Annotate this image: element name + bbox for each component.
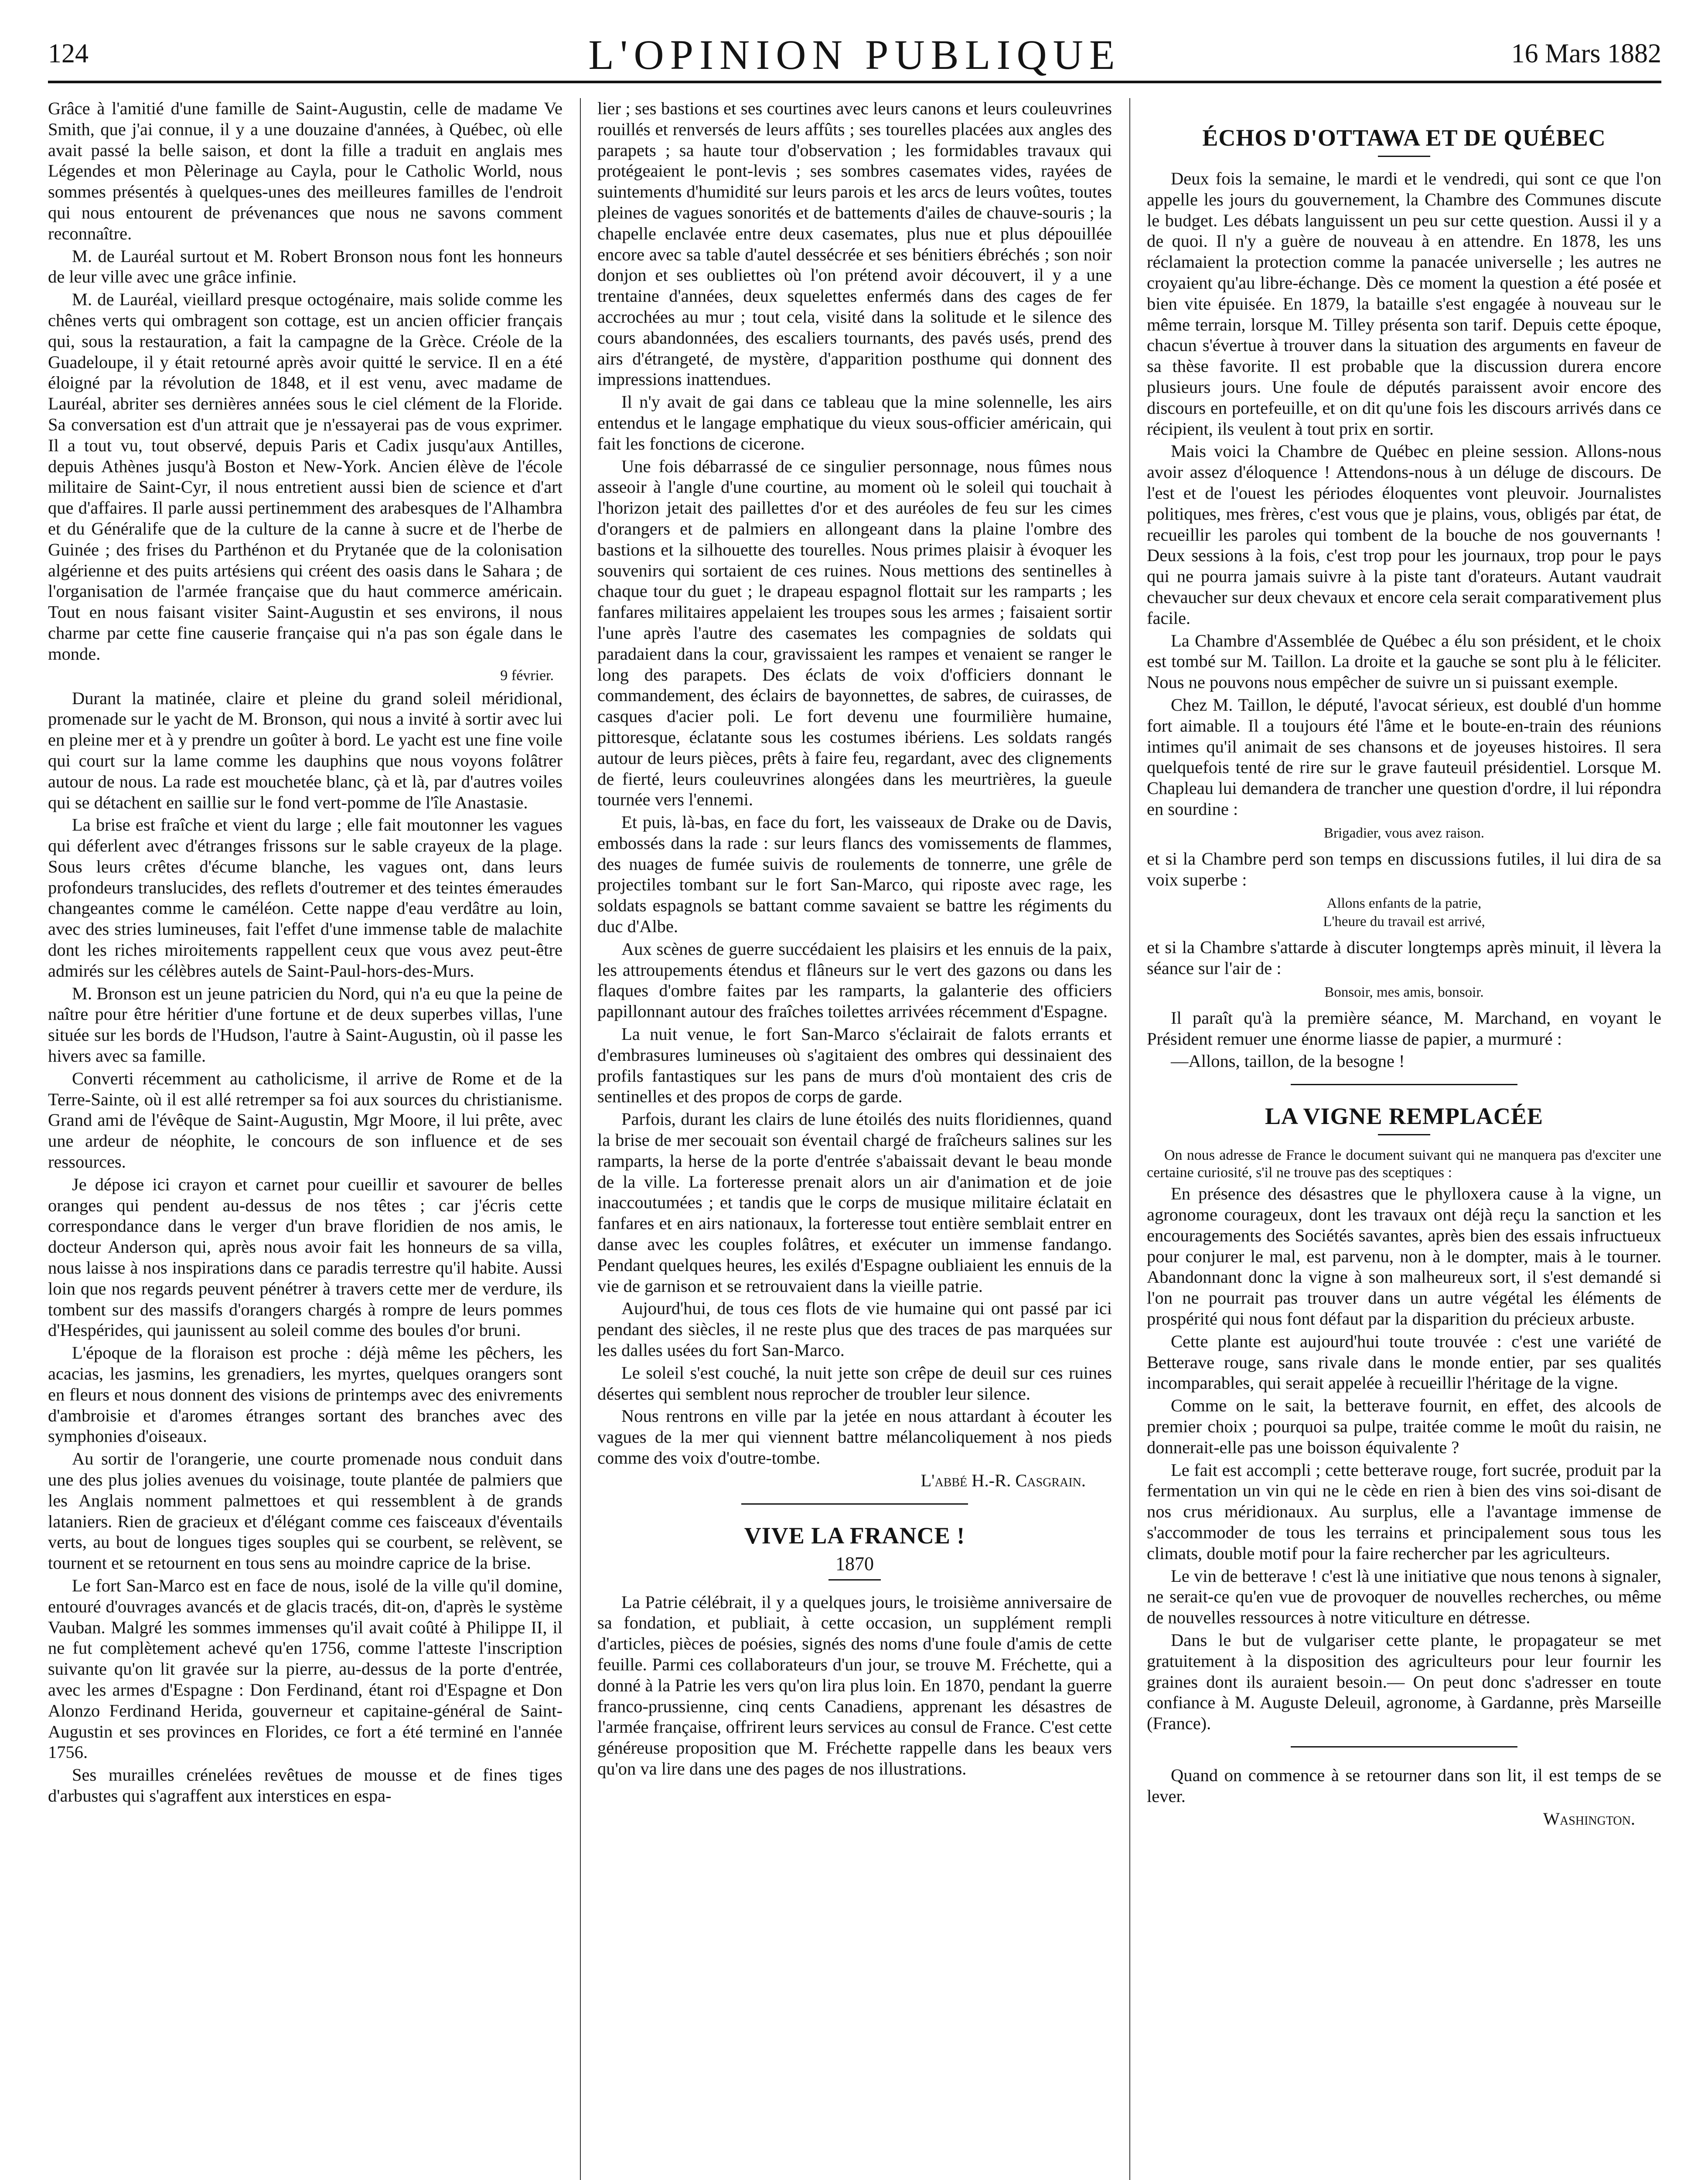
- issue-date: 16 Mars 1882: [1511, 39, 1661, 68]
- column-divider: [1129, 98, 1130, 2180]
- paragraph: Cette plante est aujourd'hui toute trouvée : c'est une variété de Betterave rouge, sans rivale dans le monde entier, par ses qualités incomparables, qui serait appelée à recueillir l'héritage de la vigne.: [1147, 1331, 1661, 1393]
- paragraph: L'époque de la floraison est proche : déjà même les pêchers, les acacias, les jasmins, les grenadiers, les myrtes, quelques orangers sont en fleurs et nous donnent des visions de printemps avec des enivrements d'ambroisie et d'aromes étranges sortant des branches avec des symphonies d'oiseaux.: [48, 1343, 563, 1446]
- verse-line: Allons enfants de la patrie,: [1326, 896, 1482, 912]
- paragraph: La Patrie célébrait, il y a quelques jours, le troisième anniversaire de sa fondation, et publiait, à cette occasion, un supplément rempli d'articles, pièces de poésies, signés des noms d'une foule d'amis de cette feuille. Parmi ces collaborateurs d'un jour, se trouve M. Fréchette, qui a donné à la Patrie les vers qu'on lira plus loin. En 1870, pendant la guerre franco-prussienne, cinq cents Canadiens, apprenant les désastres de l'armée française, offrirent leurs services au consul de France. C'est cette généreuse proposition que M. Fréchette rappelle dans les beaux vers qu'on va lire dans une des pages de nos illustrations.: [597, 1592, 1112, 1778]
- header-rule: [48, 81, 1661, 83]
- column-2: [597, 98, 1112, 2180]
- quote-author: Washington.: [1543, 1809, 1635, 1829]
- newspaper-title: L'OPINION PUBLIQUE: [588, 31, 1121, 78]
- paragraph: Grâce à l'amitié d'une famille de Saint-Augustin, celle de madame Ve Smith, que j'ai connue, il y a une douzaine d'années, à Québec, où elle avait passé la belle saison, et dont la fille a traduit en anglais mes Légendes et mon Pèlerinage au Cayla, pour le Catholic World, nous sommes présentés à quelques-unes des meilleures familles de l'endroit qui nous entourent de prévenances que nous ne savons comment reconnaître.: [48, 99, 563, 243]
- verse-line: L'heure du travail est arrivé,: [1323, 914, 1485, 930]
- paragraph: Je dépose ici crayon et carnet pour cueillir et savourer de belles oranges qui pendent au-dessus de nos têtes ; car j'écris cette correspondance dans le verger d'un brave floridien de nos amis, le docteur Anderson qui, après nous avoir fait les honneurs de sa villa, nous laisse à nos inspirations dans ce paradis terrestre qu'il habite. Aussi loin que nos regards peuvent pénétrer à travers cette mer de verdure, ils tombent sur des massifs d'orangers chargés à rompre de leurs pommes d'Hespérides, qui jaunissent au soleil comme des boules d'or bruni.: [48, 1174, 563, 1340]
- quote-text: Quand on commence à se retourner dans son lit, il est temps de se lever.: [1147, 1765, 1661, 1806]
- section-title-vive-la-france: VIVE LA FRANCE !: [744, 1522, 965, 1549]
- date-line: 9 février.: [500, 667, 554, 684]
- paragraph: Aux scènes de guerre succédaient les plaisirs et les ennuis de la paix, les attroupements étendus et flâneurs sur le vert des gazons ou dans les flaques d'ombre faites par les ramparts, la galanterie des officiers papillonnant autour des fraîches toilettes arrivées récemment d'Espagne.: [597, 939, 1112, 1022]
- paragraph: M. Bronson est un jeune patricien du Nord, qui n'a eu que la peine de naître pour être héritier d'une fortune et de deux superbes villas, l'une située sur les bords de l'Hudson, l'autre à Saint-Augustin, où il passe les hivers avec sa famille.: [48, 983, 563, 1066]
- column-3: [1147, 98, 1661, 2180]
- paragraph: Il n'y avait de gai dans ce tableau que la mine solennelle, les airs entendus et le langage emphatique du vieux sous-officier américain, qui fait les fonctions de cicerone.: [597, 392, 1112, 453]
- paragraph: —Allons, taillon, de la besogne !: [1171, 1051, 1405, 1071]
- title-rule: [1378, 1134, 1430, 1135]
- paragraph: M. de Lauréal, vieillard presque octogénaire, mais solide comme les chênes verts qui ombragent son cottage, est un ancien officier français qui, sous la restauration, a fait la campagne de la Grèce. Créole de la Guadeloupe, il y était retourné après avoir quitté le service. Il en a été éloigné par la révolution de 1848, et il est venu, avec madame de Lauréal, abriter ses dernières années sous le ciel clément de la Floride. Sa conversation est d'un attrait que je n'essayerai pas de vous exprimer. Il a tout vu, tout observé, depuis Paris et Cadix jusqu'aux Antilles, depuis Athènes jusqu'à Boston et New-York. Ancien élève de l'école militaire de Saint-Cyr, il nous entretient aussi bien de science et d'art que d'affaires. Il parle aussi pertinemment des arabesques de l'Alhambra et du Généralife que de la culture de la canne à sucre et de l'herbe de Guinée ; des frises du Parthénon et du Prytanée que de la colonisation algérienne et des puits artésiens qui créent des oasis dans le Sahara ; de l'organisation de l'armée française que du haut commerce américain. Tout en nous faisant visiter Saint-Augustin et ses environs, il nous charme par cette fine causerie française qui n'a pas son égale dans le monde.: [48, 290, 563, 664]
- paragraph: La brise est fraîche et vient du large ; elle fait moutonner les vagues qui déferlent avec d'étranges frissons sur le sable crayeux de la plage. Sous leurs crêtes d'écume blanche, les vagues ont, dans leurs profondeurs translucides, des reflets d'outremer et des teintes émeraudes changeantes comme le caméléon. Cette nappe d'eau verdâtre au loin, avec des stries lumineuses, fait l'effet d'une immense table de malachite dont les riches miroitements rappellent ceux que vous avez peut-être admirés sur les célèbres autels de Saint-Paul-hors-des-Murs.: [48, 815, 563, 981]
- paragraph: La Chambre d'Assemblée de Québec a élu son président, et le choix est tombé sur M. Taillon. La droite et la gauche se sont plu à le féliciter. Nous ne pouvons nous empêcher de suivre un si puissant exemple.: [1147, 630, 1661, 692]
- paragraph: lier ; ses bastions et ses courtines avec leurs canons et leurs couleuvrines rouillés et renversés de leurs affûts ; ses tourelles placées aux angles des parapets ; sa haute tour d'observation ; les formidables travaux qui protégeaient le pont-levis ; ses sombres casemates vides, rayées de suintements d'humidité sur leurs parois et les arcs de leurs voûtes, toutes pleines de vagues sonorités et de battements d'ailes de chauve-souris ; la chapelle enclavée entre deux casemates, plus nue et plus dépouillée encore avec sa table d'autel dessécrée et ses bénitiers ébréchés ; son noir donjon et ses oubliettes où l'on prétend avoir découvert, il y a une trentaine d'années, deux squelettes enfermés dans des cages de fer accrochées au mur ; tout cela, visité dans la solitude et le silence des cours abandonnées, des escaliers tournants, des pavés usés, prend des airs d'étrangeté, de mystère, d'apparition posthume qui donnent des impressions inattendues.: [597, 99, 1112, 389]
- author-signature: L'abbé H.-R. Casgrain.: [920, 1470, 1086, 1490]
- paragraph: Une fois débarrassé de ce singulier personnage, nous fûmes nous asseoir à l'angle d'une courtine, au moment où le soleil qui touchait à l'horizon jetait des paillettes d'or et des auréoles de feu sur les cimes d'orangers et de palmiers en allongeant dans la plaine l'ombre des bastions et la silhouette des tourelles. Nous primes plaisir à évoquer les souvenirs qui sortaient de ces ruines. Nous mettions des sentinelles à chaque tour du guet ; le drapeau espagnol flottait sur les ramparts ; les fanfares militaires appelaient les troupes sous les armes ; faisaient sortir l'une après l'autre des casemates les compagnies de soldats qui paradaient dans la cour, gravissaient les rampes et venaient se ranger le long des parapets. Des éclats de voix d'officiers donnant le commandement, des éclairs de bayonnettes, de sabres, de cuirasses, de casques d'acier poli. Le fort devenu une fourmilière humaine, pittoresque, éclatante sous les costumes ibériens. Les soldats rangés autour de leurs pièces, prêts à faire feu, regardant, avec des clignements de fierté, leurs couleuvrines alongées dans les meurtrières, la gueule tournée vers l'ennemi.: [597, 456, 1112, 810]
- paragraph: La nuit venue, le fort San-Marco s'éclairait de falots errants et d'embrasures lumineuses où s'agitaient des ombres qui dessinaient des profils fantastiques sur les pans de murs d'où montaient des cris de sentinelles et des propos de corps de garde.: [597, 1024, 1112, 1107]
- title-rule: [828, 1579, 881, 1580]
- section-separator: [1291, 1746, 1517, 1747]
- verse-line: Bonsoir, mes amis, bonsoir.: [1324, 984, 1484, 1000]
- paragraph: Aujourd'hui, de tous ces flots de vie humaine qui ont passé par ici pendant des siècles, il ne reste plus que des traces de pas marquées sur les dalles usées du fort San-Marco.: [597, 1298, 1112, 1360]
- paragraph: Au sortir de l'orangerie, une courte promenade nous conduit dans une des plus jolies avenues du voisinage, toute plantée de palmiers que les Anglais nomment palmettoes et qui ressemblent à de grands lataniers. Rien de gracieux et d'élégant comme ces faisceaux d'éventails verts, au bout de longues tiges souples qui se courbent, se relèvent, se tournent et se retournent en tous sens au moindre caprice de la brise.: [48, 1449, 563, 1573]
- paragraph: Il paraît qu'à la première séance, M. Marchand, en voyant le Président remuer une énorme liasse de papier, a murmuré :: [1147, 1008, 1661, 1049]
- paragraph: Le soleil s'est couché, la nuit jette son crêpe de deuil sur ces ruines désertes qui semblent nous reprocher de troubler leur silence.: [597, 1362, 1112, 1403]
- paragraph: Durant la matinée, claire et pleine du grand soleil méridional, promenade sur le yacht de M. Bronson, qui nous a invité à sortir avec lui en pleine mer et à y prendre un goûter à bord. Le yacht est une fine voile qui court sur la lame comme les dauphins que nous voyons folâtrer autour de nous. La rade est mouchetée blanc, çà et là, par d'autres voiles qui se détachent en saillie sur le fond vert-pomme de l'île Anastasie.: [48, 688, 563, 812]
- section-title-echos: ÉCHOS D'OTTAWA ET DE QUÉBEC: [1202, 125, 1606, 151]
- paragraph: Converti récemment au catholicisme, il arrive de Rome et de la Terre-Sainte, où il est allé retremper sa foi aux sources du christianisme. Grand ami de l'évêque de Saint-Augustin, Mgr Moore, il lui prête, avec une ardeur de néophite, le concours de son influence et de ses ressources.: [48, 1068, 563, 1172]
- paragraph: Chez M. Taillon, le député, l'avocat sérieux, est doublé d'un homme fort aimable. Il a toujours été l'âme et le boute-en-train des réunions intimes qu'il animait de ses chansons et de joyeuses histoires. Il sera quelquefois tenté de rire sur le grave fauteuil présidentiel. Lorsque M. Chapleau lui demandera de trancher une question d'ordre, il lui répondra en sourdine :: [1147, 695, 1661, 819]
- verse-line: Brigadier, vous avez raison.: [1324, 825, 1484, 841]
- paragraph: M. de Lauréal surtout et M. Robert Bronson nous font les honneurs de leur ville avec une grâce infinie.: [48, 246, 563, 287]
- section-subtitle-year: 1870: [835, 1553, 874, 1574]
- paragraph: et si la Chambre perd son temps en discussions futiles, il lui dira de sa voix superbe :: [1147, 848, 1661, 889]
- title-rule: [1378, 156, 1430, 157]
- paragraph: Ses murailles crénelées revêtues de mousse et de fines tiges d'arbustes qui s'agraffent aux interstices en espa-: [48, 1765, 563, 1805]
- paragraph: et si la Chambre s'attarde à discuter longtemps après minuit, il lèvera la séance sur l'air de :: [1147, 937, 1661, 978]
- paragraph: En présence des désastres que le phylloxera cause à la vigne, un agronome courageux, dont les travaux ont déjà reçu la sanction et les encouragements des Sociétés savantes, après bien des essais infructueux pour conjurer le mal, est parvenu, non à le dompter, mais à le tourner. Abandonnant donc la vigne à son malheureux sort, il s'est demandé si l'on ne pourrait pas trouver dans un autre végétal les éléments de prospérité qui nous font défaut par la disparition du précieux arbuste.: [1147, 1184, 1661, 1329]
- section-separator: [741, 1503, 968, 1505]
- paragraph: Le fort San-Marco est en face de nous, isolé de la ville qu'il domine, entouré d'ouvrages avancés et de glacis tracés, dit-on, d'après le système Vauban. Malgré les sommes immenses qu'il avait coûté à Philippe II, il ne fut complètement achevé qu'en 1756, comme l'atteste l'inscription suivante qu'on lit gravée sur la pierre, au-dessus de la porte d'entrée, avec les armes d'Espagne : Don Ferdinand, étant roi d'Espagne et Don Alonzo Ferdinand Herida, gouverneur et capitaine-général de Saint-Augustin et ses provinces en Florides, ce fort a été terminé en l'année 1756.: [48, 1575, 563, 1762]
- intro-note: On nous adresse de France le document suivant qui ne manquera pas d'exciter une certaine curiosité, s'il ne trouve pas des sceptiques :: [1147, 1147, 1661, 1181]
- paragraph: Parfois, durant les clairs de lune étoilés des nuits floridiennes, quand la brise de mer secouait son éventail chargé de fraîcheurs salines sur les ramparts, la herse de la porte d'entrée s'abaissait devant le beau monde de la ville. La forteresse prenait alors un air d'animation et de joie inaccoutumées ; et tandis que le corps de musique militaire éclatait en fanfares et en airs nationaux, la forteresse tout entière semblait entrer en danse avec les couples folâtres, et exécuter un immense fandango. Pendant quelques heures, les exilés d'Espagne oubliaient les ennuis de la vie de garnison et se retrouvaient dans la vieille patrie.: [597, 1109, 1112, 1296]
- paragraph: Mais voici la Chambre de Québec en pleine session. Allons-nous avoir assez d'éloquence ! Attendons-nous à un déluge de discours. De l'est et de l'ouest les périodes éloquentes vont pleuvoir. Journalistes politiques, mes frères, c'est vous que je plains, vous, obligés par état, de recueillir les paroles qui tombent de la bouche de nos gouvernants ! Deux sessions à la fois, c'est trop pour les journaux, trop pour le pays qui ne pourra jamais suivre à la piste tant d'orateurs. Autant vaudrait chevaucher sur deux chevaux et encore cela serait comparativement plus facile.: [1147, 441, 1661, 628]
- paragraph: Le vin de betterave ! c'est là une initiative que nous tenons à signaler, ne serait-ce qu'en vue de provoquer de nouvelles recherches, ou même de nouvelles ressources à notre viticulture en détresse.: [1147, 1566, 1661, 1628]
- page-number: 124: [48, 39, 89, 68]
- column-1: [48, 98, 563, 2180]
- masthead: [48, 31, 1661, 78]
- paragraph: Comme on le sait, la betterave fournit, en effet, des alcools de premier choix ; pourquoi sa pulpe, traitée comme le moût du raisin, ne donnerait-elle pas une boisson équivalente ?: [1147, 1396, 1661, 1457]
- paragraph: Dans le but de vulgariser cette plante, le propagateur se met gratuitement à la disposition des agriculteurs pour leur fournir les graines dont ils auraient besoin.— On peut donc s'adresser en toute confiance à M. Auguste Deleuil, agronome, à Gardanne, près Marseille (France).: [1147, 1630, 1661, 1734]
- column-divider: [580, 98, 581, 2180]
- section-title-vigne: LA VIGNE REMPLACÉE: [1265, 1103, 1544, 1130]
- section-separator: [1291, 1084, 1517, 1085]
- paragraph: Et puis, là-bas, en face du fort, les vaisseaux de Drake ou de Davis, embossés dans la rade : sur leurs flancs des vomissements de flammes, des nuages de fumée suivis de roulements de tonnerre, une grêle de projectiles tombant sur le fort San-Marco, qui riposte avec rage, les soldats espagnols se battant comme savaient se battre les régiments du duc d'Albe.: [597, 812, 1112, 937]
- paragraph: Deux fois la semaine, le mardi et le vendredi, qui sont ce que l'on appelle les jours du gouvernement, la Chambre des Communes discute le budget. Les débats languissent un peu sur cette question. Aussi il y a de quoi. Il n'y a guère de nouveau à en attendre. En 1878, les uns réclamaient la protection comme la panacée universelle ; les autres ne croyaient qu'au libre-échange. Dès ce moment la question a été posée et bien vite épuisée. En 1879, la bataille s'est engagée à nouveau sur le même terrain, lorsque M. Tilley présenta son tarif. Depuis cette époque, chacun s'évertue à trouver dans la situation des arguments en faveur de sa thèse favorite. Il est probable que la discussion durera encore plusieurs jours. Une foule de députés paraissent avoir encore des discours en portefeuille, et on dit qu'une fois les discours arrivés dans ce récipient, ils veulent à tout prix en sortir.: [1147, 169, 1661, 439]
- paragraph: Le fait est accompli ; cette betterave rouge, fort sucrée, produit par la fermentation un vin qui ne le cède en rien à bien des vins soi-disant de nos crus méridionaux. Au surplus, elle a l'avantage immense de s'accommoder de tous les terrains et principalement sous tous les climats, double motif pour la faire rechercher par les agriculteurs.: [1147, 1460, 1661, 1563]
- paragraph: Nous rentrons en ville par la jetée en nous attardant à écouter les vagues de la mer qui viennent battre mélancoliquement à nos pieds comme des voix d'outre-tombe.: [597, 1406, 1112, 1468]
